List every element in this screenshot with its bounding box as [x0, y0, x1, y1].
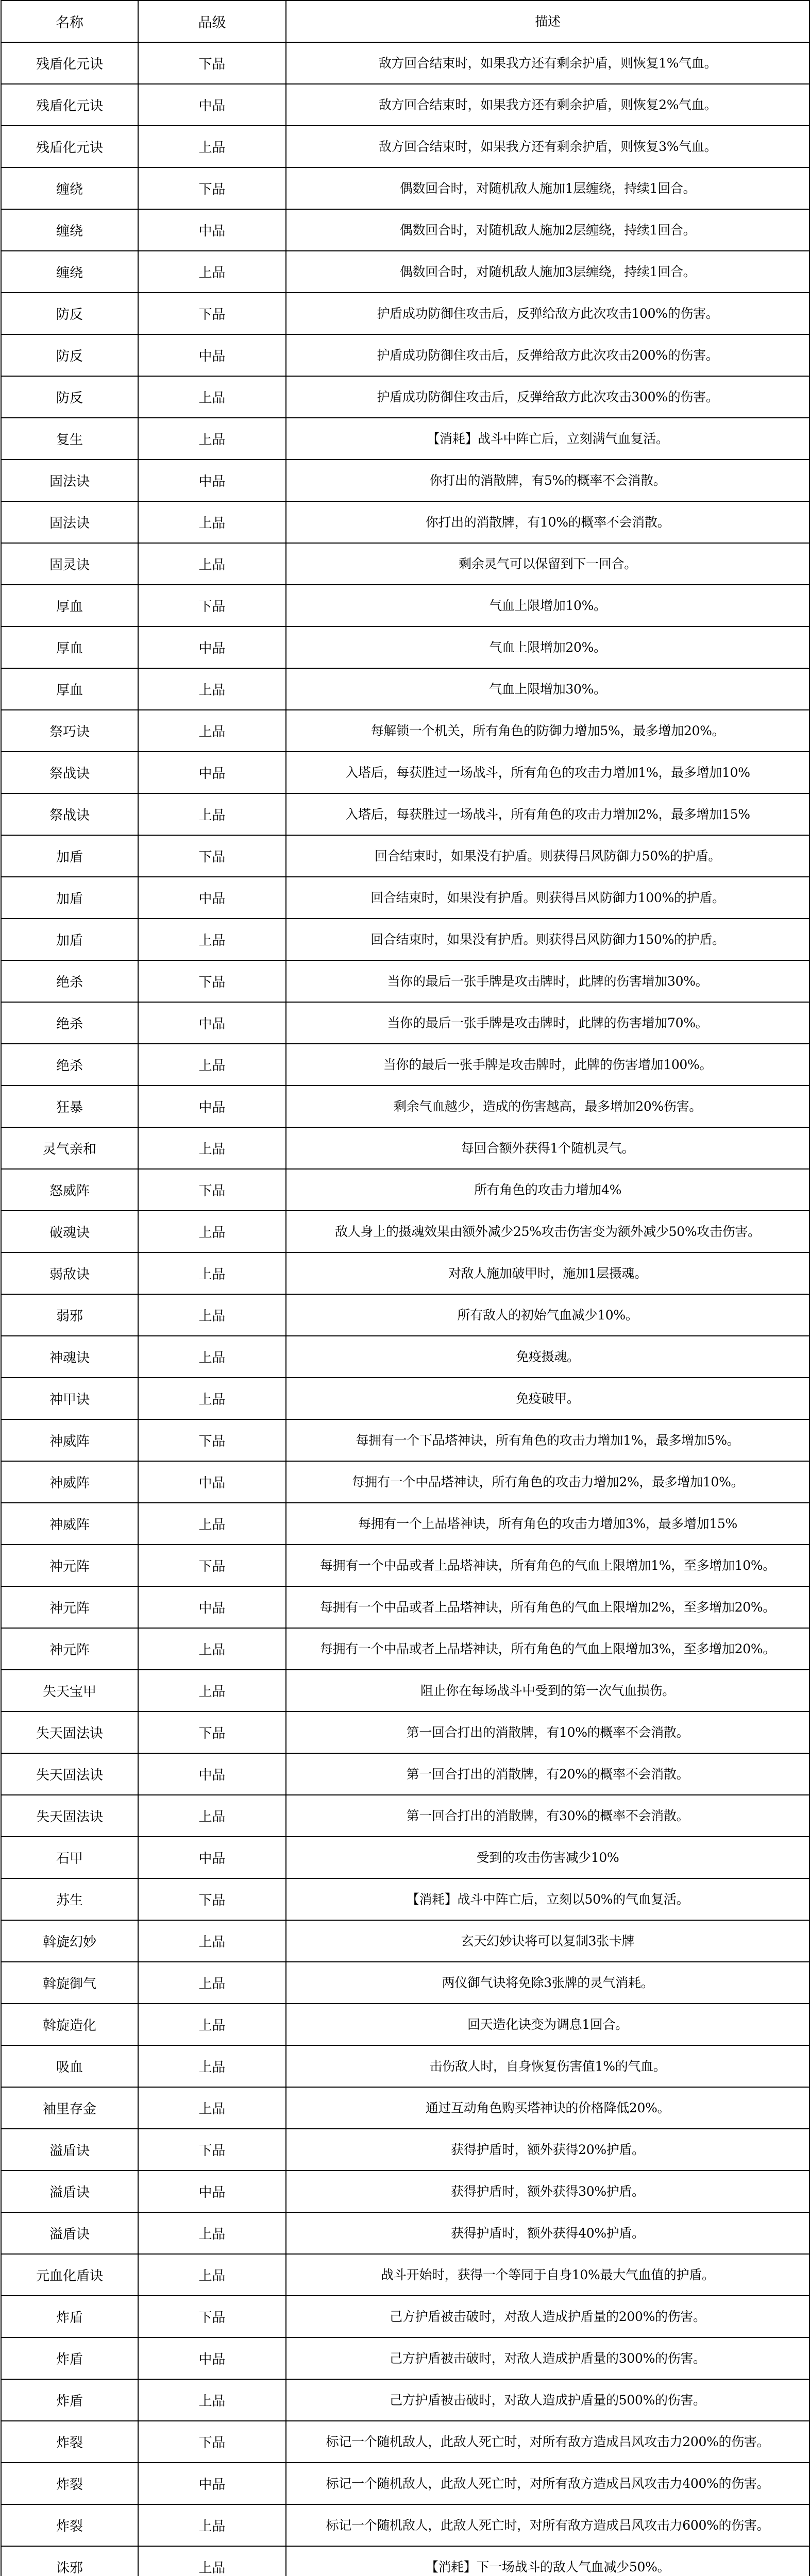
cell-name: 炸裂 [1, 2421, 138, 2463]
cell-grade: 上品 [138, 2045, 286, 2087]
cell-name: 炸裂 [1, 2504, 138, 2546]
cell-desc: 两仪御气诀将免除3张牌的灵气消耗。 [286, 1962, 809, 2004]
cell-desc: 免疫破甲。 [286, 1378, 809, 1419]
cell-name: 失天固法诀 [1, 1795, 138, 1837]
cell-grade: 下品 [138, 42, 286, 84]
table-row [1, 334, 809, 376]
cell-grade: 上品 [138, 1670, 286, 1711]
cell-grade: 上品 [138, 1044, 286, 1086]
cell-grade: 上品 [138, 2004, 286, 2045]
cell-name: 弱邪 [1, 1294, 138, 1336]
table-row [1, 1336, 809, 1378]
cell-grade: 中品 [138, 334, 286, 376]
table-row [1, 2337, 809, 2379]
table-row [1, 1294, 809, 1336]
cell-desc: 入塔后，每获胜过一场战斗，所有角色的攻击力增加2%，最多增加15% [286, 793, 809, 835]
cell-desc: 己方护盾被击破时，对敌人造成护盾量的300%的伤害。 [286, 2337, 809, 2379]
table-row [1, 167, 809, 209]
cell-name: 厚血 [1, 585, 138, 626]
cell-desc: 标记一个随机敌人，此敌人死亡时，对所有敌方造成吕风攻击力200%的伤害。 [286, 2421, 809, 2463]
cell-name: 弱敌诀 [1, 1252, 138, 1294]
cell-grade: 上品 [138, 2379, 286, 2421]
header-desc: 描述 [286, 1, 809, 42]
header-grade: 品级 [138, 1, 286, 42]
cell-name: 固法诀 [1, 501, 138, 543]
cell-grade: 上品 [138, 501, 286, 543]
cell-name: 失天宝甲 [1, 1670, 138, 1711]
cell-name: 斡旋幻妙 [1, 1920, 138, 1962]
table-row [1, 752, 809, 793]
cell-grade: 上品 [138, 1920, 286, 1962]
table-row [1, 1920, 809, 1962]
table-row [1, 501, 809, 543]
cell-grade: 上品 [138, 1336, 286, 1378]
cell-grade: 上品 [138, 376, 286, 418]
cell-desc: 获得护盾时，额外获得20%护盾。 [286, 2129, 809, 2171]
table-row [1, 2296, 809, 2337]
cell-desc: 战斗开始时，获得一个等同于自身10%最大气血值的护盾。 [286, 2254, 809, 2296]
cell-name: 失天固法诀 [1, 1753, 138, 1795]
cell-desc: 护盾成功防御住攻击后，反弹给敌方此次攻击100%的伤害。 [286, 293, 809, 334]
table-row [1, 2087, 809, 2129]
cell-name: 神威阵 [1, 1503, 138, 1545]
cell-desc: 第一回合打出的消散牌，有20%的概率不会消散。 [286, 1753, 809, 1795]
cell-desc: 气血上限增加10%。 [286, 585, 809, 626]
table-row [1, 2212, 809, 2254]
cell-name: 吸血 [1, 2045, 138, 2087]
cell-grade: 上品 [138, 1252, 286, 1294]
table-row [1, 1252, 809, 1294]
table-row [1, 2463, 809, 2504]
table-row [1, 1837, 809, 1878]
table-row [1, 1419, 809, 1461]
cell-name: 诛邪 [1, 2546, 138, 2576]
table-row [1, 2504, 809, 2546]
cell-desc: 标记一个随机敌人，此敌人死亡时，对所有敌方造成吕风攻击力400%的伤害。 [286, 2463, 809, 2504]
cell-desc: 获得护盾时，额外获得30%护盾。 [286, 2171, 809, 2212]
cell-name: 缠绕 [1, 251, 138, 293]
cell-desc: 你打出的消散牌，有10%的概率不会消散。 [286, 501, 809, 543]
cell-name: 防反 [1, 376, 138, 418]
table-body [1, 42, 809, 2576]
cell-desc: 你打出的消散牌，有5%的概率不会消散。 [286, 460, 809, 501]
cell-desc: 气血上限增加30%。 [286, 668, 809, 710]
cell-desc: 气血上限增加20%。 [286, 626, 809, 668]
cell-desc: 击伤敌人时，自身恢复伤害值1%的气血。 [286, 2045, 809, 2087]
cell-name: 袖里存金 [1, 2087, 138, 2129]
cell-name: 防反 [1, 334, 138, 376]
header-name: 名称 [1, 1, 138, 42]
cell-grade: 上品 [138, 1127, 286, 1169]
cell-name: 加盾 [1, 877, 138, 919]
cell-desc: 敌方回合结束时，如果我方还有剩余护盾，则恢复3%气血。 [286, 126, 809, 167]
cell-name: 苏生 [1, 1878, 138, 1920]
cell-name: 神甲诀 [1, 1378, 138, 1419]
cell-name: 厚血 [1, 668, 138, 710]
cell-desc: 每拥有一个中品或者上品塔神诀，所有角色的气血上限增加2%，至多增加20%。 [286, 1586, 809, 1628]
cell-grade: 中品 [138, 877, 286, 919]
cell-name: 斡旋御气 [1, 1962, 138, 2004]
cell-name: 神元阵 [1, 1586, 138, 1628]
cell-name: 残盾化元诀 [1, 126, 138, 167]
cell-grade: 下品 [138, 2129, 286, 2171]
table-row [1, 251, 809, 293]
table-row [1, 1169, 809, 1211]
cell-desc: 当你的最后一张手牌是攻击牌时，此牌的伤害增加30%。 [286, 960, 809, 1002]
table-row [1, 1878, 809, 1920]
cell-grade: 上品 [138, 1211, 286, 1252]
cell-desc: 第一回合打出的消散牌，有10%的概率不会消散。 [286, 1711, 809, 1753]
cell-grade: 中品 [138, 626, 286, 668]
cell-grade: 中品 [138, 1586, 286, 1628]
cell-grade: 下品 [138, 1169, 286, 1211]
cell-grade: 中品 [138, 1002, 286, 1044]
table-row [1, 460, 809, 501]
cell-name: 厚血 [1, 626, 138, 668]
table-row [1, 543, 809, 585]
cell-grade: 中品 [138, 1837, 286, 1878]
cell-grade: 下品 [138, 2421, 286, 2463]
table-row [1, 2254, 809, 2296]
cell-name: 溢盾诀 [1, 2212, 138, 2254]
cell-grade: 中品 [138, 460, 286, 501]
table-row [1, 1711, 809, 1753]
table-row [1, 1628, 809, 1670]
cell-grade: 中品 [138, 2337, 286, 2379]
cell-desc: 玄天幻妙诀将可以复制3张卡牌 [286, 1920, 809, 1962]
cell-name: 失天固法诀 [1, 1711, 138, 1753]
cell-name: 溢盾诀 [1, 2171, 138, 2212]
cell-grade: 下品 [138, 1878, 286, 1920]
cell-desc: 【消耗】战斗中阵亡后，立刻以50%的气血复活。 [286, 1878, 809, 1920]
cell-grade: 下品 [138, 2296, 286, 2337]
cell-grade: 上品 [138, 1795, 286, 1837]
cell-name: 固灵诀 [1, 543, 138, 585]
table-row [1, 84, 809, 126]
cell-name: 加盾 [1, 835, 138, 877]
cell-name: 残盾化元诀 [1, 84, 138, 126]
table-row [1, 1795, 809, 1837]
cell-desc: 敌方回合结束时，如果我方还有剩余护盾，则恢复2%气血。 [286, 84, 809, 126]
table-row [1, 1211, 809, 1252]
cell-grade: 下品 [138, 293, 286, 334]
table-row [1, 1461, 809, 1503]
cell-name: 石甲 [1, 1837, 138, 1878]
table-row [1, 710, 809, 752]
table-row [1, 1753, 809, 1795]
cell-desc: 当你的最后一张手牌是攻击牌时，此牌的伤害增加70%。 [286, 1002, 809, 1044]
cell-grade: 上品 [138, 2212, 286, 2254]
cell-name: 炸盾 [1, 2379, 138, 2421]
cell-name: 复生 [1, 418, 138, 460]
table-row [1, 418, 809, 460]
cell-desc: 【消耗】战斗中阵亡后，立刻满气血复活。 [286, 418, 809, 460]
cell-grade: 上品 [138, 1962, 286, 2004]
cell-grade: 中品 [138, 209, 286, 251]
cell-grade: 下品 [138, 1545, 286, 1586]
cell-desc: 敌方回合结束时，如果我方还有剩余护盾，则恢复1%气血。 [286, 42, 809, 84]
cell-desc: 免疫摄魂。 [286, 1336, 809, 1378]
cell-name: 破魂诀 [1, 1211, 138, 1252]
cell-desc: 剩余气血越少，造成的伤害越高，最多增加20%伤害。 [286, 1086, 809, 1127]
table-row [1, 42, 809, 84]
cell-name: 神威阵 [1, 1461, 138, 1503]
table-row [1, 793, 809, 835]
cell-desc: 标记一个随机敌人，此敌人死亡时，对所有敌方造成吕风攻击力600%的伤害。 [286, 2504, 809, 2546]
cell-name: 溢盾诀 [1, 2129, 138, 2171]
cell-grade: 上品 [138, 2254, 286, 2296]
cell-name: 祭战诀 [1, 793, 138, 835]
table-row [1, 2171, 809, 2212]
cell-desc: 每回合额外获得1个随机灵气。 [286, 1127, 809, 1169]
table-row [1, 626, 809, 668]
cell-name: 狂暴 [1, 1086, 138, 1127]
cell-grade: 上品 [138, 2087, 286, 2129]
cell-grade: 上品 [138, 418, 286, 460]
cell-desc: 入塔后，每获胜过一场战斗，所有角色的攻击力增加1%，最多增加10% [286, 752, 809, 793]
cell-desc: 偶数回合时，对随机敌人施加1层缠绕，持续1回合。 [286, 167, 809, 209]
cell-grade: 下品 [138, 585, 286, 626]
cell-desc: 每拥有一个上品塔神诀，所有角色的攻击力增加3%，最多增加15% [286, 1503, 809, 1545]
cell-grade: 中品 [138, 2463, 286, 2504]
cell-grade: 中品 [138, 84, 286, 126]
table-row [1, 835, 809, 877]
cell-name: 祭巧诀 [1, 710, 138, 752]
cell-desc: 通过互动角色购买塔神诀的价格降低20%。 [286, 2087, 809, 2129]
cell-desc: 剩余灵气可以保留到下一回合。 [286, 543, 809, 585]
cell-name: 炸盾 [1, 2337, 138, 2379]
cell-name: 固法诀 [1, 460, 138, 501]
cell-desc: 回合结束时，如果没有护盾。则获得吕风防御力100%的护盾。 [286, 877, 809, 919]
cell-grade: 中品 [138, 1461, 286, 1503]
cell-name: 炸裂 [1, 2463, 138, 2504]
cell-grade: 中品 [138, 1753, 286, 1795]
cell-name: 加盾 [1, 919, 138, 960]
cell-grade: 上品 [138, 919, 286, 960]
table-row [1, 1503, 809, 1545]
table-row [1, 1002, 809, 1044]
table-row [1, 126, 809, 167]
cell-name: 神元阵 [1, 1545, 138, 1586]
cell-desc: 当你的最后一张手牌是攻击牌时，此牌的伤害增加100%。 [286, 1044, 809, 1086]
cell-desc: 每拥有一个中品或者上品塔神诀，所有角色的气血上限增加1%，至多增加10%。 [286, 1545, 809, 1586]
cell-name: 绝杀 [1, 960, 138, 1002]
table-row [1, 919, 809, 960]
table-row [1, 877, 809, 919]
cell-grade: 下品 [138, 1419, 286, 1461]
table-row [1, 2004, 809, 2045]
table-row [1, 1586, 809, 1628]
table-row [1, 2379, 809, 2421]
cell-grade: 上品 [138, 1628, 286, 1670]
cell-grade: 上品 [138, 1378, 286, 1419]
cell-name: 祭战诀 [1, 752, 138, 793]
table-row [1, 2129, 809, 2171]
cell-desc: 每解锁一个机关，所有角色的防御力增加5%，最多增加20%。 [286, 710, 809, 752]
cell-desc: 己方护盾被击破时，对敌人造成护盾量的500%的伤害。 [286, 2379, 809, 2421]
cell-desc: 获得护盾时，额外获得40%护盾。 [286, 2212, 809, 2254]
table-row [1, 960, 809, 1002]
table-row [1, 1545, 809, 1586]
cell-name: 绝杀 [1, 1044, 138, 1086]
cell-desc: 回合结束时，如果没有护盾。则获得吕风防御力50%的护盾。 [286, 835, 809, 877]
cell-name: 怒威阵 [1, 1169, 138, 1211]
table-row [1, 1670, 809, 1711]
table-row [1, 1044, 809, 1086]
cell-grade: 上品 [138, 1294, 286, 1336]
table-row [1, 585, 809, 626]
table-row [1, 1378, 809, 1419]
cell-grade: 中品 [138, 2171, 286, 2212]
cell-grade: 上品 [138, 2546, 286, 2576]
cell-desc: 每拥有一个中品或者上品塔神诀，所有角色的气血上限增加3%，至多增加20%。 [286, 1628, 809, 1670]
cell-desc: 所有敌人的初始气血减少10%。 [286, 1294, 809, 1336]
cell-name: 斡旋造化 [1, 2004, 138, 2045]
cell-desc: 偶数回合时，对随机敌人施加2层缠绕，持续1回合。 [286, 209, 809, 251]
table-row [1, 376, 809, 418]
cell-desc: 敌人身上的摄魂效果由额外减少25%攻击伤害变为额外减少50%攻击伤害。 [286, 1211, 809, 1252]
cell-grade: 下品 [138, 960, 286, 1002]
cell-grade: 上品 [138, 793, 286, 835]
cell-desc: 每拥有一个中品塔神诀，所有角色的攻击力增加2%，最多增加10%。 [286, 1461, 809, 1503]
cell-name: 神元阵 [1, 1628, 138, 1670]
cell-desc: 每拥有一个下品塔神诀，所有角色的攻击力增加1%，最多增加5%。 [286, 1419, 809, 1461]
cell-name: 神威阵 [1, 1419, 138, 1461]
cell-desc: 偶数回合时，对随机敌人施加3层缠绕，持续1回合。 [286, 251, 809, 293]
cell-desc: 阻止你在每场战斗中受到的第一次气血损伤。 [286, 1670, 809, 1711]
cell-desc: 对敌人施加破甲时，施加1层摄魂。 [286, 1252, 809, 1294]
table-row [1, 293, 809, 334]
cell-grade: 上品 [138, 251, 286, 293]
cell-grade: 下品 [138, 1711, 286, 1753]
table-row [1, 1962, 809, 2004]
cell-name: 缠绕 [1, 209, 138, 251]
cell-desc: 第一回合打出的消散牌，有30%的概率不会消散。 [286, 1795, 809, 1837]
cell-name: 炸盾 [1, 2296, 138, 2337]
cell-grade: 上品 [138, 543, 286, 585]
cell-name: 元血化盾诀 [1, 2254, 138, 2296]
table-row [1, 2045, 809, 2087]
cell-grade: 上品 [138, 126, 286, 167]
table-row [1, 1086, 809, 1127]
cell-grade: 上品 [138, 710, 286, 752]
cell-desc: 【消耗】下一场战斗的敌人气血减少50%。 [286, 2546, 809, 2576]
table-row [1, 2546, 809, 2576]
cell-desc: 回合结束时，如果没有护盾。则获得吕风防御力150%的护盾。 [286, 919, 809, 960]
cell-desc: 己方护盾被击破时，对敌人造成护盾量的200%的伤害。 [286, 2296, 809, 2337]
cell-desc: 护盾成功防御住攻击后，反弹给敌方此次攻击300%的伤害。 [286, 376, 809, 418]
cell-desc: 回天造化诀变为调息1回合。 [286, 2004, 809, 2045]
table-row [1, 1127, 809, 1169]
table-row [1, 2421, 809, 2463]
cell-desc: 受到的攻击伤害减少10% [286, 1837, 809, 1878]
talent-table [1, 0, 810, 2576]
table-row [1, 668, 809, 710]
cell-desc: 护盾成功防御住攻击后，反弹给敌方此次攻击200%的伤害。 [286, 334, 809, 376]
cell-name: 防反 [1, 293, 138, 334]
cell-grade: 上品 [138, 2504, 286, 2546]
cell-grade: 下品 [138, 167, 286, 209]
cell-grade: 上品 [138, 668, 286, 710]
cell-grade: 中品 [138, 1086, 286, 1127]
table-row [1, 209, 809, 251]
cell-name: 绝杀 [1, 1002, 138, 1044]
cell-name: 神魂诀 [1, 1336, 138, 1378]
cell-desc: 所有角色的攻击力增加4% [286, 1169, 809, 1211]
cell-name: 缠绕 [1, 167, 138, 209]
cell-grade: 中品 [138, 752, 286, 793]
cell-grade: 上品 [138, 1503, 286, 1545]
cell-name: 灵气亲和 [1, 1127, 138, 1169]
cell-name: 残盾化元诀 [1, 42, 138, 84]
cell-grade: 下品 [138, 835, 286, 877]
header-row [1, 1, 809, 42]
